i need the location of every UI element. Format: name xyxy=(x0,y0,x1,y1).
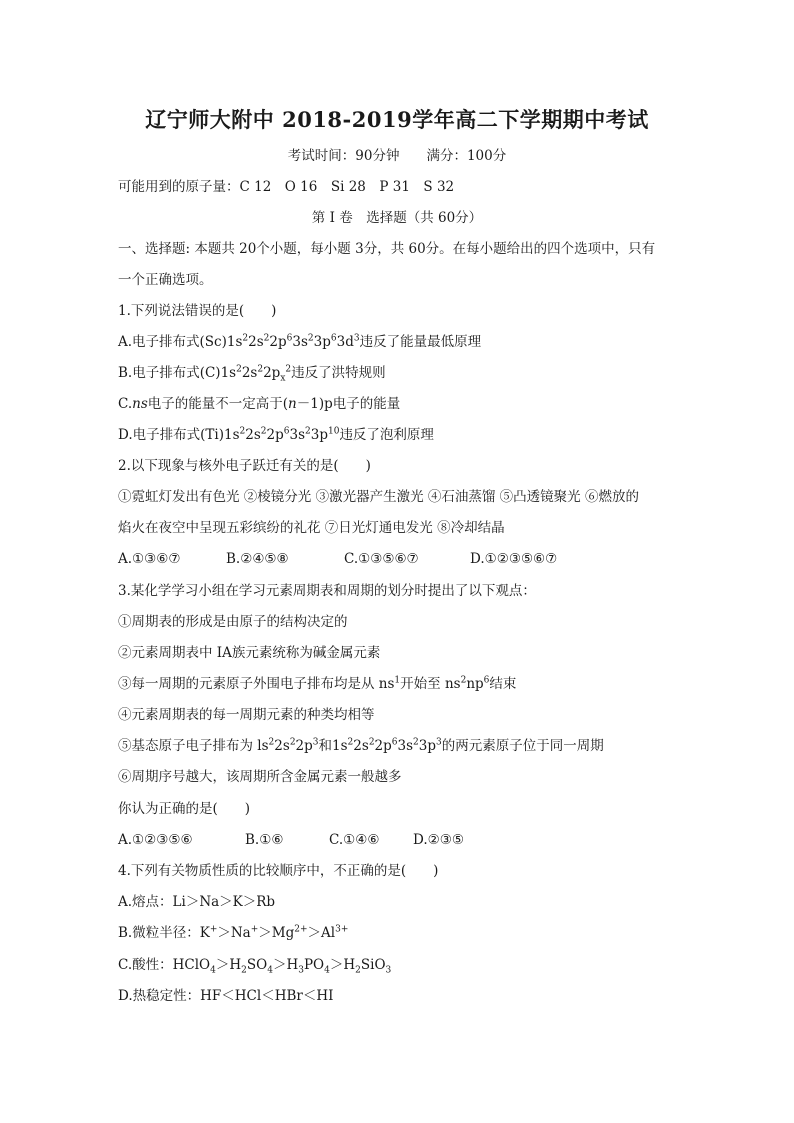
q3-option-a: A.①②③⑤⑥ xyxy=(118,832,193,848)
exam-info: 考试时间：90分钟 满分：100分 xyxy=(287,148,507,164)
atomic-masses: 可能用到的原子量：C 12 O 16 Si 28 P 31 S 32 xyxy=(118,179,455,195)
q3-stem: 3.某化学学习小组在学习元素周期表和周期的划分时提出了以下观点： xyxy=(118,583,536,599)
q2-options xyxy=(118,549,557,569)
q3-item4: ④元素周期表的每一周期元素的种类均相等 xyxy=(118,707,375,723)
q2-option-b: B.②④⑤⑧ xyxy=(226,551,289,567)
q3-option-d: D.②③⑤ xyxy=(413,832,464,848)
section-title: 第 Ⅰ 卷 选择题（共 60分） xyxy=(311,210,483,226)
q2-option-d: D.①②③⑤⑥⑦ xyxy=(470,551,558,567)
q3-item5: ⑤基态原子电子排布为 $ls^22s^22p^3$和$1s^22s^22p^63s^23p^3$的两元素原子位于同一周期 xyxy=(118,737,604,754)
q4-option-c: C.酸性：$HClO_4>H_2SO_4>H_3PO_4>H_2SiO_3$ xyxy=(118,957,392,976)
exam-title: 辽宁师大附中 2018-2019学年高二下学期期中考试 xyxy=(145,107,649,132)
q3-item2: ②元素周期表中 IA族元素统称为碱金属元素 xyxy=(118,645,381,661)
q2-items-line2: 焰火在夜空中呈现五彩缤纷的礼花 ⑦日光灯通电发光 ⑧冷却结晶 xyxy=(118,520,505,536)
q1-stem: 1.下列说法错误的是( ) xyxy=(118,303,277,319)
instructions-line1: 一、选择题: 本题共 20个小题，每小题 3分，共 60分。在每小题给出的四个选项中，只有 xyxy=(118,241,656,257)
q1-option-d: D.电子排布式$(Ti)1s^22s^22p^63s^23p^{10}$违反了泡利原理 xyxy=(118,426,434,443)
q3-option-c: C.①④⑥ xyxy=(329,832,380,848)
instructions-line2: 一个正确选项。 xyxy=(118,272,213,288)
q2-option-a: A.①③⑥⑦ xyxy=(118,551,181,567)
q1-option-a: A.电子排布式$(Sc)1s^22s^22p^63s^23p^63d^3$违反了能量最低原理 xyxy=(118,333,482,350)
q2-option-c: C.①③⑤⑥⑦ xyxy=(344,551,419,567)
q3-ask: 你认为正确的是( ) xyxy=(118,801,251,817)
q3-item6: ⑥周期序号越大，该周期所含金属元素一般越多 xyxy=(118,769,402,785)
q4-option-d: D.热稳定性：HF＜HCl＜HBr＜HI xyxy=(118,988,334,1004)
q4-option-a: A.熔点：Li＞Na＞K＞Rb xyxy=(118,894,276,910)
q1-option-b: B.电子排布式$(C)1s^22s^22p_x^2$违反了洪特规则 xyxy=(118,364,386,384)
q3-options xyxy=(118,830,464,850)
q2-items-line1: ①霓虹灯发出有色光 ②棱镜分光 ③激光器产生激光 ④石油蒸馏 ⑤凸透镜聚光 ⑥燃放的 xyxy=(118,489,639,505)
q3-item1: ①周期表的形成是由原子的结构决定的 xyxy=(118,614,348,630)
q4-stem: 4.下列有关物质性质的比较顺序中，不正确的是( ) xyxy=(118,863,439,879)
q1-option-c: C.ns电子的能量不一定高于(n－1)p电子的能量 xyxy=(118,396,401,412)
q3-item3: ③每一周期的元素原子外围电子排布均是从 $ns^1$开始至 $ns^2np^6$结束 xyxy=(118,675,517,692)
q4-option-b: B.微粒半径：$K^+>Na^+>Mg^{2+}>Al^{3+}$ xyxy=(118,924,349,941)
q2-stem: 2.以下现象与核外电子跃迁有关的是( ) xyxy=(118,458,371,474)
q3-option-b: B.①⑥ xyxy=(245,832,284,848)
